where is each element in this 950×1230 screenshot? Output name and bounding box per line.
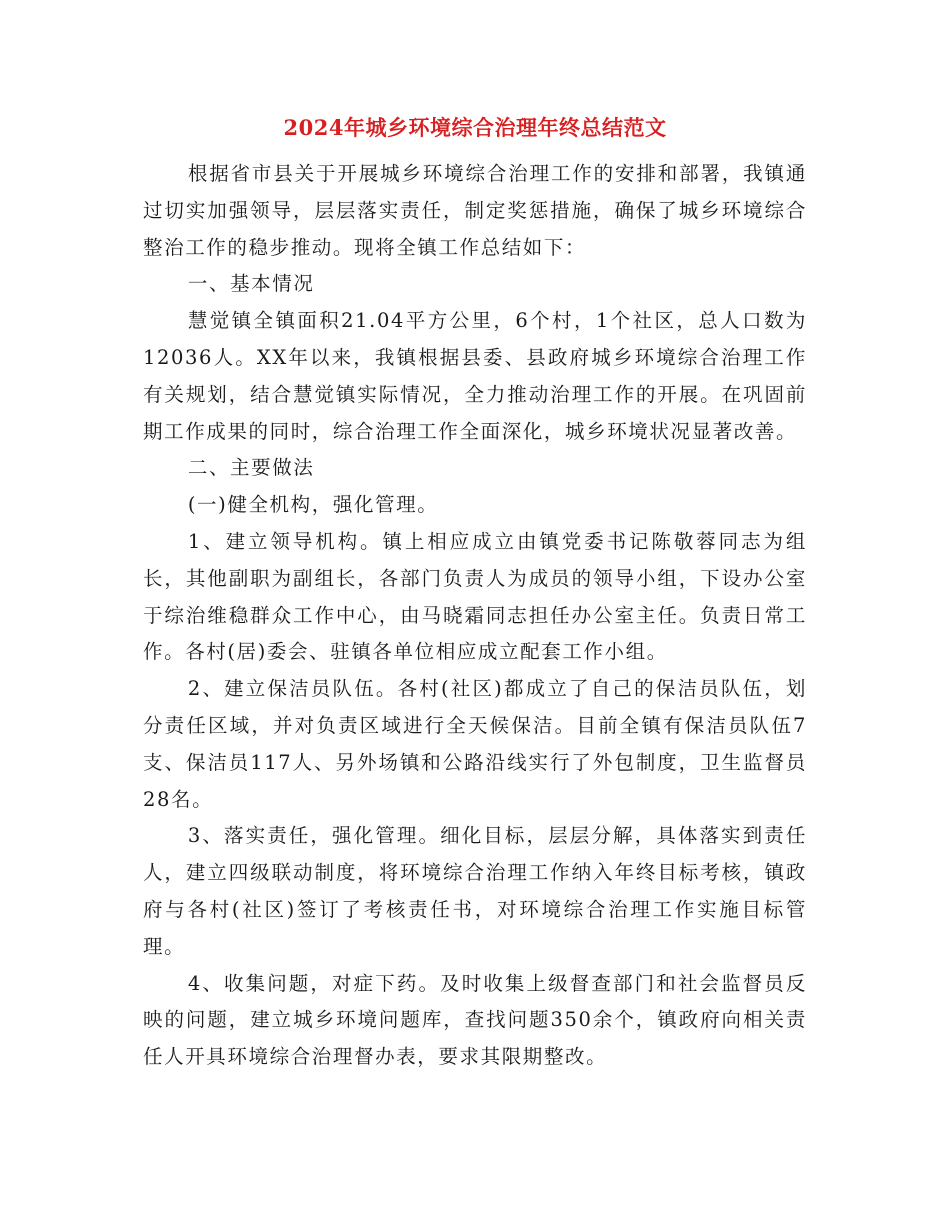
paragraph-basic-situation: 慧觉镇全镇面积21.04平方公里，6个村，1个社区，总人口数为12036人。XX年以来，我镇根据县委、县政府城乡环境综合治理工作有关规划，结合慧觉镇实际情况，全力推动治理工作的开展。在巩固前期工作成果的同时，综合治理工作全面深化，城乡环境状况显著改善。 [143, 309, 807, 443]
paragraph-item-2: 2、建立保洁员队伍。各村(社区)都成立了自己的保洁员队伍，划分责任区域，并对负责区域进行全天候保洁。目前全镇有保洁员队伍7支、保洁员117人、另外场镇和公路沿线实行了外包制度，卫生监督员28名。 [143, 677, 807, 811]
paragraph-item-1: 1、建立领导机构。镇上相应成立由镇党委书记陈敬蓉同志为组长，其他副职为副组长，各部门负责人为成员的领导小组，下设办公室于综治维稳群众工作中心，由马晓霜同志担任办公室主任。负责日常工作。各村(居)委会、驻镇各单位相应成立配套工作小组。 [143, 529, 807, 664]
document-title: 2024年城乡环境综合治理年终总结范文 [283, 115, 667, 140]
section-heading-main-practices: 二、主要做法 [187, 456, 315, 480]
document-body [143, 156, 807, 1076]
paragraph-intro: 根据省市县关于开展城乡环境综合治理工作的安排和部署，我镇通过切实加强领导，层层落实责任，制定奖惩措施，确保了城乡环境综合整治工作的稳步推动。现将全镇工作总结如下： [143, 162, 807, 259]
section-heading-basic-situation: 一、基本情况 [187, 272, 315, 296]
paragraph-item-3: 3、落实责任，强化管理。细化目标，层层分解，具体落实到责任人，建立四级联动制度，将环境综合治理工作纳入年终目标考核，镇政府与各村(社区)签订了考核责任书，对环境综合治理工作实施目标管理。 [143, 824, 807, 958]
paragraph-item-4: 4、收集问题，对症下药。及时收集上级督查部门和社会监督员反映的问题，建立城乡环境问题库，查找问题350余个，镇政府向相关责任人开具环境综合治理督办表，要求其限期整改。 [143, 971, 807, 1069]
subsection-heading-organization: (一)健全机构，强化管理。 [187, 493, 439, 517]
